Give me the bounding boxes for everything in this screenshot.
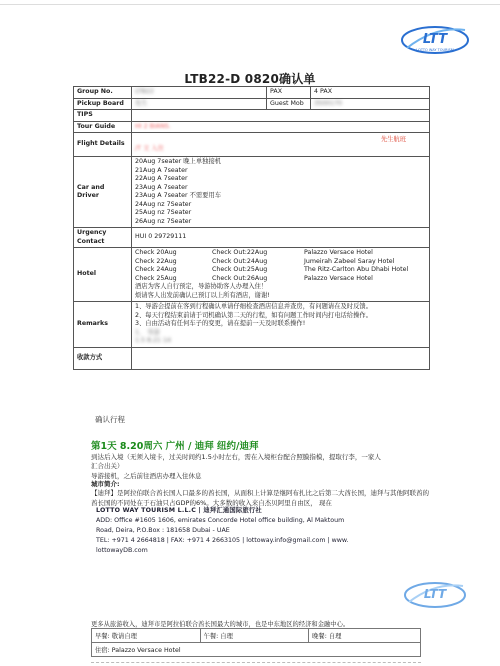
table-row [74, 110, 430, 122]
pickup-label: Pickup Board [74, 98, 132, 110]
car-item: 23Aug A 7seater 不需要用车 [135, 192, 222, 199]
lunch-label: 午餐: [203, 633, 219, 640]
table-row [74, 228, 430, 248]
hotel-name: Palazzo Versace Hotel [304, 274, 373, 282]
city-intro-title: 城市简介: [91, 480, 120, 488]
table-row [74, 121, 430, 133]
agency-address-2: Road, Deira, P.O.Box : 181658 Dubai - UAE [96, 527, 230, 535]
agency-info [96, 506, 406, 556]
tips-value [132, 110, 430, 122]
car-item: 21Aug A 7seater [135, 166, 188, 174]
hotel-note-1: 酒店为客人自行预定，导游协助客人办理入住！ [135, 283, 268, 290]
pickup-value: 先生 [135, 99, 148, 107]
hotel-note-2: 烦请客人出发前确认已预订以上所有酒店，谢谢! [135, 291, 270, 299]
car-item: 24Aug nz 7Seater [135, 200, 192, 208]
car-list [132, 157, 430, 228]
hotel-name: Jumeirah Zabeel Saray Hotel [304, 257, 395, 265]
page-title: LTB22-D 0820确认单 [184, 72, 316, 86]
top-divider [0, 4, 500, 5]
payment-value [132, 347, 430, 369]
pax-value: 4 PAX [311, 87, 430, 99]
guest-mob-value: 3500170 [314, 99, 343, 107]
meals-table [91, 628, 421, 657]
remark-item: 1.5 8.21 14 [135, 337, 172, 344]
hotel-checkin: Check 25Aug [135, 274, 177, 282]
breakfast-label: 早餐: [95, 633, 110, 640]
agency-contact: TEL: +971 4 2664818 | FAX: +971 4 2663105 | lottoway.info@gmail.com | www. [96, 537, 349, 545]
logo-text: LTT [422, 32, 448, 47]
hotel-row [135, 249, 426, 258]
car-item: 23Aug A 7seater [135, 183, 188, 191]
day-description [91, 453, 431, 481]
table-row [74, 347, 430, 369]
tour-guide-value: HI 2 BIANS. [135, 122, 171, 130]
car-item: 26Aug nz 7Seater [135, 217, 192, 225]
dinner-value: 自理 [328, 633, 342, 640]
hotel-checkout: Check Out:26Aug [212, 274, 268, 282]
urgency-value: HUI 0 29729111 [132, 228, 430, 248]
urgency-label: Urgency Contact [74, 228, 132, 248]
agency-address-1: ADD: Office #1605 1606, emirates Concorde Hotel office building, Al Maktoum [96, 517, 345, 525]
guest-mob-label: Guest Mob [267, 98, 311, 110]
group-no-value: LTB22 [135, 88, 154, 95]
hotel-checkin: Check 22Aug [135, 257, 177, 265]
breakfast-value: 敬请自理 [111, 633, 137, 640]
table-row [74, 98, 430, 110]
city-intro-text: 【迪拜】是阿拉伯联合酋长国人口最多的酋长国，从面积上计算是继阿布扎比之后第二大酋长国，迪拜与其他阿联酋的酋长国的不同处在于石油只占GDP的6%。大多数的收入来自杰贝阿里自由区， 现在 [91, 489, 429, 507]
hotel-label: Hotel [74, 248, 132, 302]
pax-label: PAX [267, 87, 311, 99]
agency-website: lottowayDB.com [96, 547, 148, 555]
tour-guide-label: Tour Guide [74, 121, 132, 133]
hotel-row [135, 266, 426, 275]
flight-line-2: /T 文 入住 [135, 144, 164, 152]
remark-item: 1、导游会提前在客到行程确认单请仔细检查酒店信息并查房，有问题请在及时反馈。 [135, 303, 372, 310]
flight-label: Flight Details [74, 133, 132, 157]
footer-divider [91, 662, 421, 663]
remark-item: 3、自由活动有任何车子的变更，请在提前一天及时联系操作! [135, 320, 306, 327]
ltt-logo-bottom [395, 575, 475, 615]
hotel-checkout: Check Out:22Aug [212, 249, 268, 256]
day-heading: 第1天 8.20周六 广州 / 迪拜 纽约/迪拜 [91, 441, 259, 452]
table-row [74, 248, 430, 302]
logo-subtext: LOTTO WAY TOURISM [416, 48, 454, 52]
table-row [92, 629, 421, 643]
hotel-name: The Ritz-Carlton Abu Dhabi Hotel [304, 266, 409, 273]
car-item: 20Aug 7seater 晚上单独接机 [135, 158, 222, 165]
confirmation-table [73, 86, 430, 370]
car-item: 22Aug A 7seater [135, 175, 188, 182]
hotel-checkout: Check Out:24Aug [212, 257, 268, 265]
table-row [74, 87, 430, 99]
remarks-label: Remarks [74, 302, 132, 348]
agency-name: LOTTO WAY TOURISM L.L.C | 迪拜汇通国际旅行社 [96, 507, 262, 514]
stay-label: 住宿: [95, 647, 110, 654]
dinner-label: 晚餐: [312, 633, 327, 640]
lunch-value: 自理 [220, 633, 233, 640]
hotel-checkin: Check 20Aug [135, 249, 177, 256]
day-line: 到达后入境（无须入境卡，过关时间约1.5小时左右，需在入境柜台配合照膜指模，提取行李，一家人 [91, 453, 381, 461]
flight-line-1: 先生航班 [380, 136, 406, 143]
group-no-label: Group No. [74, 87, 132, 99]
payment-label: 收款方式 [74, 347, 132, 369]
stay-value: Palazzo Versace Hotel [111, 647, 181, 654]
car-label: Car and Driver [74, 157, 132, 228]
confirm-label: 确认行程 [95, 415, 125, 424]
ltt-logo [395, 20, 475, 60]
hotel-row [135, 258, 426, 267]
hotel-checkout: Check Out:25Aug [212, 266, 268, 273]
hotel-checkin: Check 24Aug [135, 266, 177, 273]
day-line: 导游接机，之后前往酒店办理入住休息 [91, 471, 202, 480]
table-row [74, 133, 430, 157]
table-row [74, 157, 430, 228]
day-line: 汇合出关） [91, 462, 124, 471]
hotel-name: Palazzo Versace Hotel [304, 249, 373, 256]
remark-item: 1、 导游 [135, 328, 160, 336]
city-intro [91, 480, 431, 508]
remark-item: 2、每天行程结束前请于司机确认第二天的行程，如有问题工作时间内打电话给操作。 [135, 311, 372, 319]
logo-text-bottom: LTT [423, 587, 447, 601]
tips-label: TIPS [74, 110, 132, 122]
remarks-list [132, 302, 430, 348]
bottom-text: 更多从旅游收入，迪拜市是阿拉伯联合酋长国最大的城市，也是中东地区的经济和金融中心。 [91, 621, 350, 628]
hotel-row [135, 275, 426, 284]
car-item: 25Aug nz 7Seater [135, 209, 192, 216]
table-row [92, 643, 421, 657]
table-row [74, 302, 430, 348]
hotel-list [132, 248, 430, 302]
